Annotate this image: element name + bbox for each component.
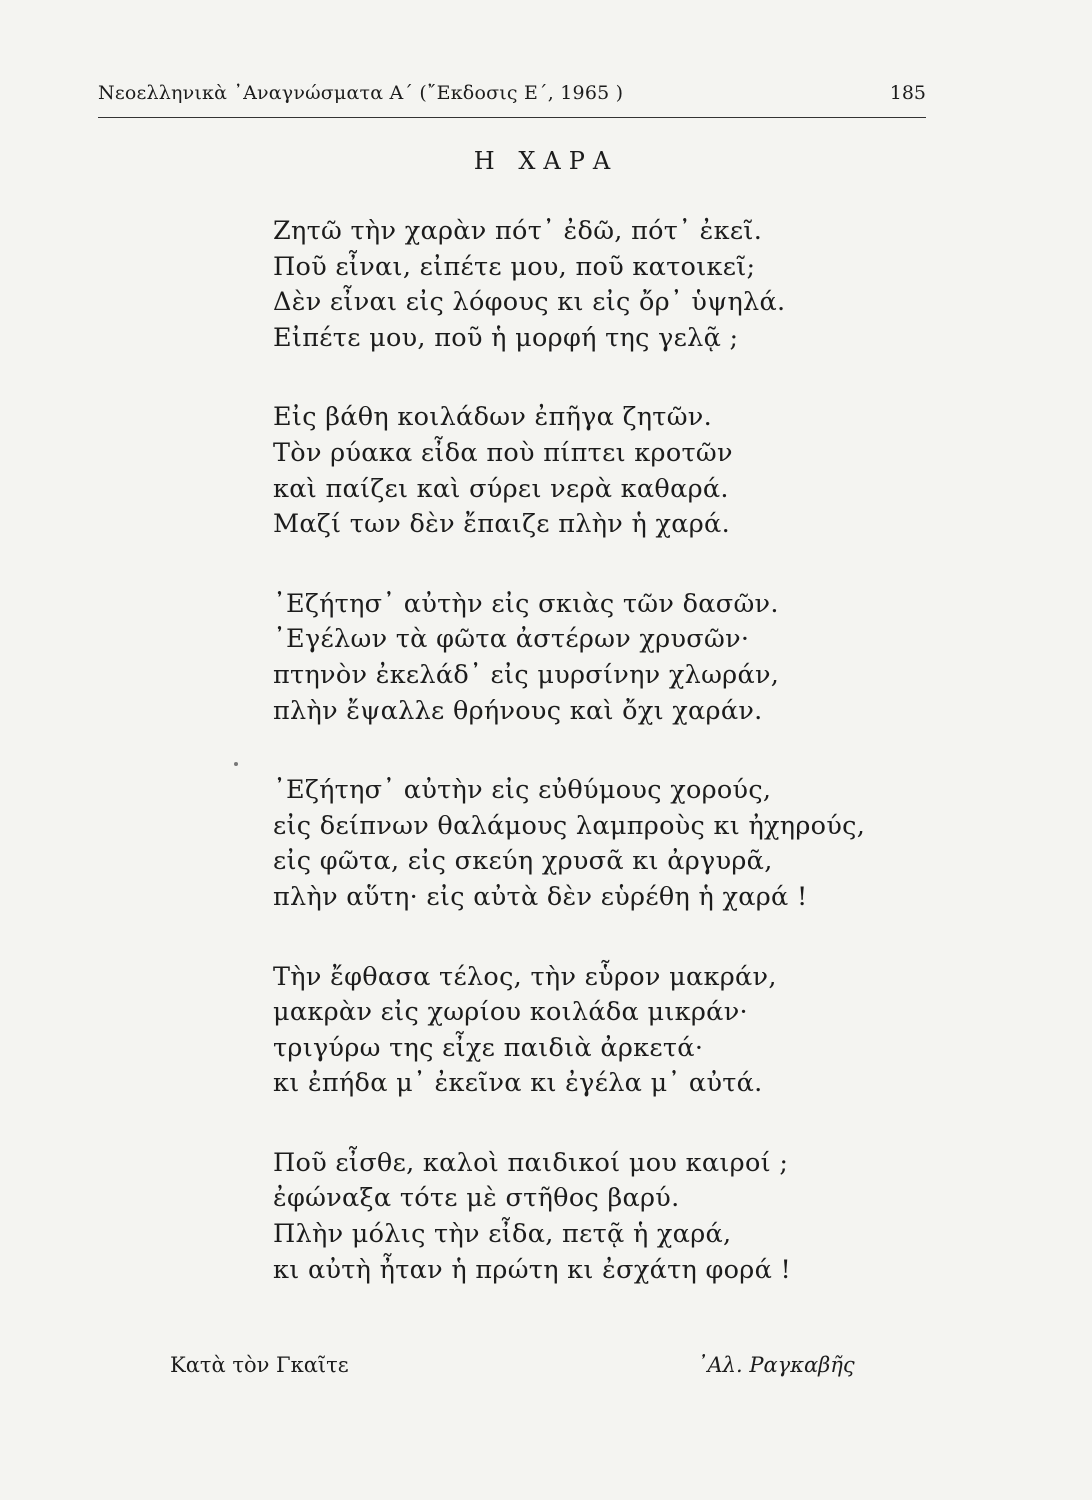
- poem-title: Η ΧΑΡΑ: [473, 147, 619, 175]
- poem-line: καὶ παίζει καὶ σύρει νερὰ καθαρά.: [273, 473, 729, 504]
- running-head: Νεοελληνικὰ ᾿Αναγνώσματα Α΄ (῎Εκδοσις Ε΄, 1965 ): [98, 82, 624, 104]
- poem-line: Ποῦ εἶσθε, καλοὶ παιδικοί μου καιροί ;: [273, 1147, 789, 1178]
- poem-line: Μαζί των δὲν ἔπαιζε πλὴν ἡ χαρά.: [273, 509, 730, 540]
- poem-line: πλὴν αὕτη· εἰς αὐτὰ δὲν εὑρέθη ἡ χαρά !: [273, 881, 808, 912]
- poem-line: πλὴν ἔψαλλε θρήνους καὶ ὄχι χαράν.: [273, 695, 763, 726]
- poem-line: μακρὰν εἰς χωρίου κοιλάδα μικράν·: [273, 997, 748, 1028]
- paper-speck: [234, 762, 238, 766]
- stanza: [273, 587, 873, 729]
- poem-line: ᾿Εζήτησ᾿ αὐτὴν εἰς σκιὰς τῶν δασῶν.: [273, 588, 779, 619]
- poem-line: Εἰπέτε μου, ποῦ ἡ μορφή της γελᾷ ;: [273, 322, 739, 353]
- poem-line: κι ἐπήδα μ᾿ ἐκεῖνα κι ἐγέλα μ᾿ αὐτά.: [273, 1068, 763, 1099]
- stanza: [273, 214, 873, 356]
- header-rule: [98, 117, 926, 118]
- poem-line: Ποῦ εἶναι, εἰπέτε μου, ποῦ κατοικεῖ;: [273, 251, 756, 282]
- poem-line: τριγύρω της εἶχε παιδιὰ ἀρκετά·: [273, 1032, 704, 1063]
- poem-line: ᾿Εζήτησ᾿ αὐτὴν εἰς εὐθύμους χορούς,: [273, 775, 772, 806]
- poem-body: [273, 214, 873, 1332]
- page-number: 185: [889, 82, 926, 104]
- poem-line: Τὴν ἔφθασα τέλος, τὴν εὗρον μακράν,: [273, 961, 777, 992]
- poem-line: κι αὐτὴ ἦταν ἡ πρώτη κι ἐσχάτη φορά !: [273, 1254, 792, 1285]
- poem-line: Τὸν ρύακα εἶδα ποὺ πίπτει κροτῶν: [273, 437, 733, 468]
- poem-line: ἐφώναξα τότε μὲ στῆθος βαρύ.: [273, 1183, 680, 1214]
- poem-line: Πλὴν μόλις τὴν εἶδα, πετᾷ ἡ χαρά,: [273, 1219, 732, 1250]
- poem-line: Ζητῶ τὴν χαρὰν πότ᾿ ἐδῶ, πότ᾿ ἐκεῖ.: [273, 216, 763, 246]
- poem-line: Εἰς βάθη κοιλάδων ἐπῆγα ζητῶν.: [273, 402, 713, 433]
- stanza: [273, 1146, 873, 1288]
- poem-line: ᾿Εγέλων τὰ φῶτα ἀστέρων χρυσῶν·: [273, 624, 750, 655]
- poem-line: εἰς δείπνων θαλάμους λαμπροὺς κι ἠχηρούς,: [273, 810, 866, 841]
- poem-line: Δὲν εἶναι εἰς λόφους κι εἰς ὄρ᾿ ὑψηλά.: [273, 287, 786, 318]
- author-attribution: ᾿Αλ. Ραγκαβῆς: [697, 1353, 855, 1377]
- stanza: [273, 773, 873, 915]
- stanza: [273, 960, 873, 1102]
- stanza: [273, 400, 873, 542]
- poem-line: πτηνὸν ἐκελάδ᾿ εἰς μυρσίνην χλωράν,: [273, 659, 780, 690]
- poem-line: εἰς φῶτα, εἰς σκεύη χρυσᾶ κι ἀργυρᾶ,: [273, 846, 773, 877]
- source-attribution: Κατὰ τὸν Γκαῖτε: [170, 1353, 349, 1377]
- page-header: [98, 82, 926, 112]
